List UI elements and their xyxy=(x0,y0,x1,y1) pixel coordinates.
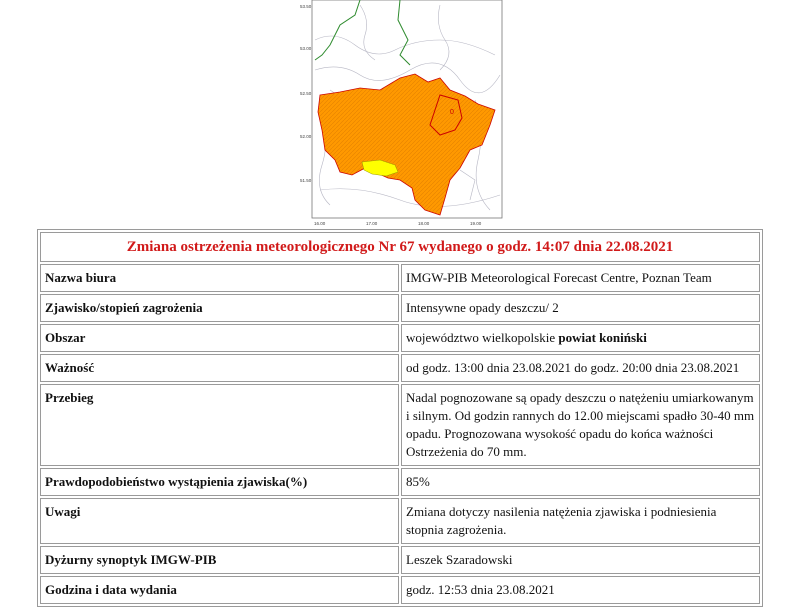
row-value: Intensywne opady deszczu/ 2 xyxy=(401,294,760,322)
row-value: od godz. 13:00 dnia 23.08.2021 do godz. 20:00 dnia 23.08.2021 xyxy=(401,354,760,382)
row-forecaster xyxy=(40,546,760,574)
row-label: Uwagi xyxy=(40,498,399,544)
row-label: Obszar xyxy=(40,324,399,352)
svg-text:53.50: 53.50 xyxy=(300,4,312,9)
row-value: Leszek Szaradowski xyxy=(401,546,760,574)
row-phenomenon xyxy=(40,294,760,322)
svg-text:51.50: 51.50 xyxy=(300,178,312,183)
warning-table xyxy=(37,229,763,607)
row-course xyxy=(40,384,760,466)
svg-text:52.00: 52.00 xyxy=(300,134,312,139)
row-label: Zjawisko/stopień zagrożenia xyxy=(40,294,399,322)
row-value: Zmiana dotyczy nasilenia natężenia zjawiska i podniesienia stopnia zagrożenia. xyxy=(401,498,760,544)
svg-text:19.00: 19.00 xyxy=(470,221,482,226)
row-label: Dyżurny synoptyk IMGW-PIB xyxy=(40,546,399,574)
svg-text:17.00: 17.00 xyxy=(366,221,378,226)
row-label: Ważność xyxy=(40,354,399,382)
row-label: Nazwa biura xyxy=(40,264,399,292)
region-label: 0 xyxy=(450,109,454,116)
row-value xyxy=(401,324,760,352)
row-label: Godzina i data wydania xyxy=(40,576,399,604)
document-title: Zmiana ostrzeżenia meteorologicznego Nr 67 wydanego o godz. 14:07 dnia 22.08.2021 xyxy=(40,232,760,262)
title-row xyxy=(40,232,760,262)
area-province: województwo wielkopolskie xyxy=(406,330,556,345)
svg-text:53.00: 53.00 xyxy=(300,46,312,51)
row-office xyxy=(40,264,760,292)
row-label: Prawdopodobieństwo wystąpienia zjawiska(%) xyxy=(40,468,399,496)
svg-text:52.50: 52.50 xyxy=(300,91,312,96)
row-probability xyxy=(40,468,760,496)
svg-text:18.00: 18.00 xyxy=(418,221,430,226)
row-value: godz. 12:53 dnia 23.08.2021 xyxy=(401,576,760,604)
row-value: IMGW-PIB Meteorological Forecast Centre, Poznan Team xyxy=(401,264,760,292)
svg-text:16.00: 16.00 xyxy=(314,221,326,226)
row-remarks xyxy=(40,498,760,544)
row-value: Nadal pognozowane są opady deszczu o natężeniu umiarkowanym i silnym. Od godzin rannych do 12.00 miejscami spadło 30-40 mm opadu. Prognozowana wysokość opadu do końca ważności Ostrzeżenia do 70 mm. xyxy=(401,384,760,466)
row-area xyxy=(40,324,760,352)
row-label: Przebieg xyxy=(40,384,399,466)
row-value: 85% xyxy=(401,468,760,496)
lat-ticks xyxy=(300,4,312,183)
warning-map xyxy=(300,0,505,226)
map-image xyxy=(300,0,505,226)
lon-ticks xyxy=(314,221,482,226)
area-county: powiat koniński xyxy=(558,330,647,345)
row-validity xyxy=(40,354,760,382)
